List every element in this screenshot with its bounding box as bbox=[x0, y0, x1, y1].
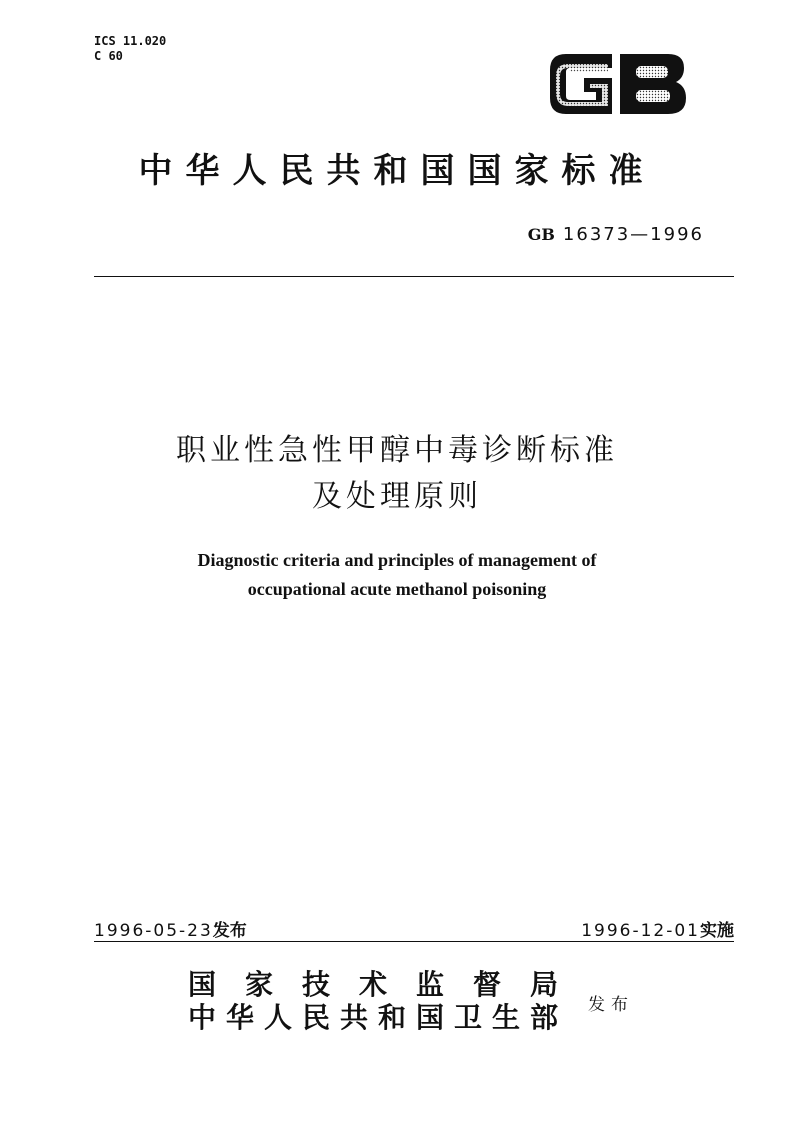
gb-logo-letter-b bbox=[620, 54, 686, 114]
implementation-date-value: 1996-12-01 bbox=[581, 921, 700, 941]
issued-by-label: 发布 bbox=[588, 995, 634, 1015]
issue-date-value: 1996-05-23 bbox=[94, 921, 213, 941]
issuer-line-1: 国家技术监督局 bbox=[188, 968, 558, 1001]
chinese-title bbox=[0, 428, 794, 520]
english-title-line-2: occupational acute methanol poisoning bbox=[247, 579, 547, 599]
issue-date-label: 发布 bbox=[212, 921, 247, 941]
chinese-title-line-2: 及处理原则 bbox=[312, 479, 482, 514]
issuer-line-2: 中华人民共和国卫生部 bbox=[188, 1001, 558, 1034]
national-standard-title: 中华人民共和国国家标准 bbox=[138, 151, 656, 191]
standard-code: 16373—1996 bbox=[562, 224, 704, 245]
classification-codes bbox=[94, 34, 166, 64]
ccs-code: C 60 bbox=[94, 49, 123, 63]
implementation-date bbox=[581, 916, 734, 941]
gb-logo bbox=[546, 48, 688, 120]
issue-date bbox=[94, 916, 247, 941]
bottom-divider bbox=[94, 941, 734, 942]
standard-prefix: GB bbox=[527, 225, 555, 244]
implementation-date-label: 实施 bbox=[700, 921, 734, 941]
issuing-authorities bbox=[188, 968, 558, 1034]
gb-logo-letter-g bbox=[550, 54, 612, 114]
standard-number bbox=[528, 224, 704, 245]
english-title-line-1: Diagnostic criteria and principles of management of bbox=[197, 550, 597, 570]
top-divider bbox=[94, 276, 734, 277]
english-title bbox=[0, 546, 794, 604]
chinese-title-line-1: 职业性急性甲醇中毒诊断标准 bbox=[176, 433, 618, 468]
ics-code: ICS 11.020 bbox=[94, 34, 167, 48]
